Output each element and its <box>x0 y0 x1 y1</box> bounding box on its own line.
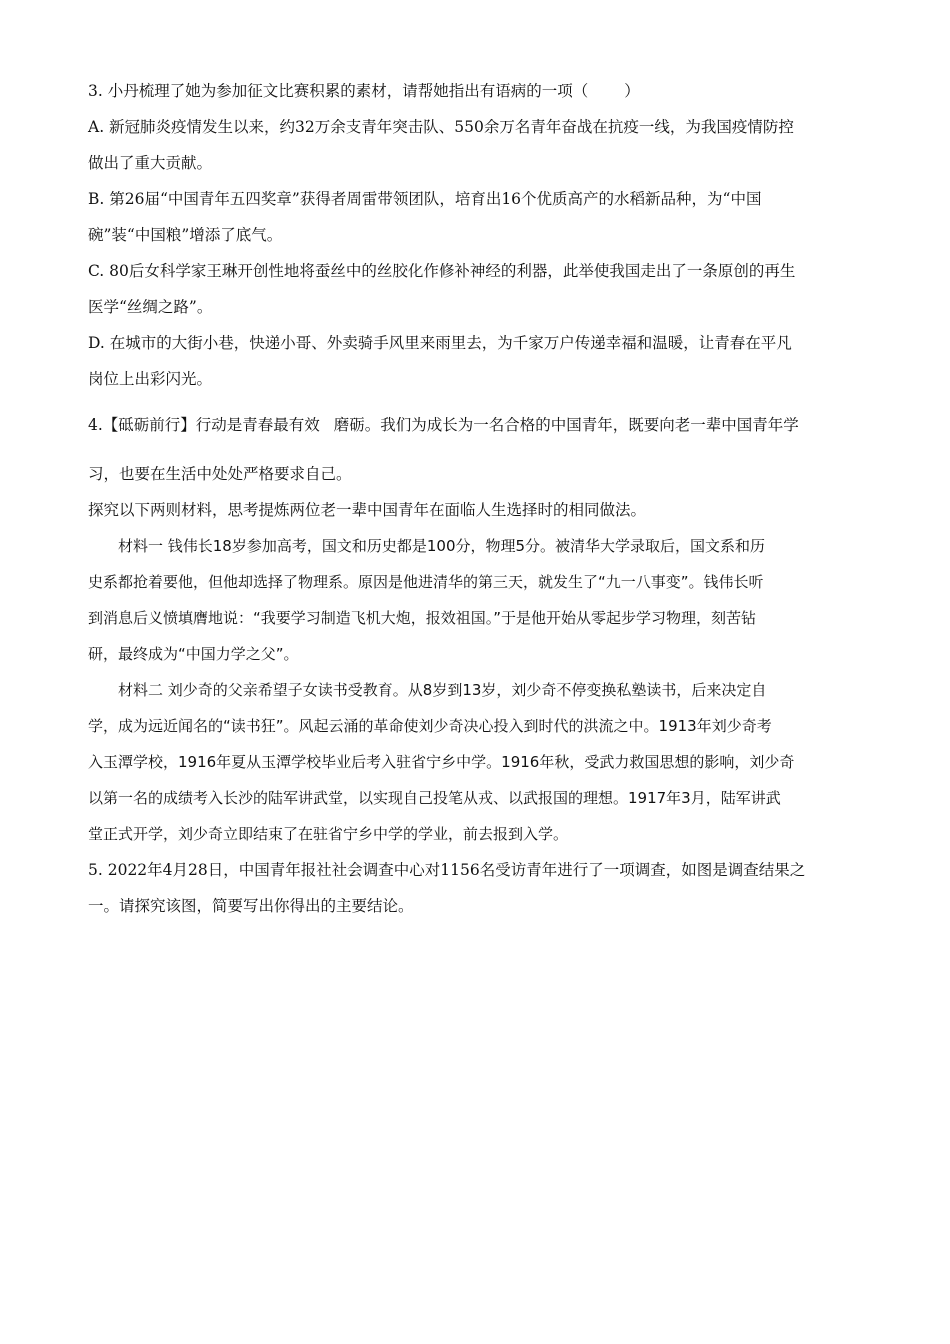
q3-stem-text: 3. 小丹梳理了她为参加征文比赛积累的素材，请帮她指出有语病的一项（ <box>88 82 589 100</box>
q3-option-c-line1: C. 80后女科学家王琳开创性地将蚕丝中的丝胶化作修补神经的利器，此举使我国走出了一条原创的再生 <box>88 262 796 280</box>
q4-material2-line2: 学，成为远近闻名的“读书狂”。风起云涌的革命使刘少奇决心投入到时代的洪流之中。1913年刘少奇考 <box>88 717 772 735</box>
q3-stem-close: ） <box>624 82 640 100</box>
q4-material1-line2: 史系都抢着要他，但他却选择了物理系。原因是他进清华的第三天，就发生了“九一八事变”。钱伟长听 <box>88 573 764 591</box>
q4-material2-line1: 材料二 刘少奇的父亲希望子女读书受教育。从8岁到13岁，刘少奇不停变换私塾读书，后来决定自 <box>118 681 767 699</box>
q4-stem-text-cont: 磨砺。我们为成长为一名合格的中国青年，既要向老一辈中国青年学 <box>333 416 799 434</box>
q4-material2-line5: 堂正式开学，刘少奇立即结束了在驻省宁乡中学的学业，前去报到入学。 <box>88 825 569 843</box>
q5-stem-line2: 一。请探究该图，简要写出你得出的主要结论。 <box>88 897 414 915</box>
q3-option-a-line2: 做出了重大贡献。 <box>88 154 213 172</box>
q4-stem-text: 4.【砥砺前行】行动是青春最有效 <box>88 416 320 434</box>
q5-stem-line1: 5. 2022年4月28日，中国青年报社社会调查中心对1156名受访青年进行了一项调查，如图是调查结果之 <box>88 861 806 879</box>
q3-option-c-line2: 医学“丝绸之路”。 <box>88 298 213 316</box>
q3-option-a-line1: A. 新冠肺炎疫情发生以来，约32万余支青年突击队、550余万名青年奋战在抗疫一线，为我国疫情防控 <box>88 118 794 136</box>
q3-option-d-line1: D. 在城市的大街小巷，快递小哥、外卖骑手风里来雨里去，为千家万户传递幸福和温暖，让青春在平凡 <box>88 334 792 352</box>
q4-material1-line3: 到消息后义愤填膺地说：“我要学习制造飞机大炮，报效祖国。”于是他开始从零起步学习物理，刻苦钻 <box>88 609 757 627</box>
q4-instruction: 探究以下两则材料，思考提炼两位老一辈中国青年在面临人生选择时的相同做法。 <box>88 501 647 519</box>
q4-material2-line4: 以第一名的成绩考入长沙的陆军讲武堂，以实现自己投笔从戎、以武报国的理想。1917年3月，陆军讲武 <box>88 789 781 807</box>
q3-option-b-line2: 碗”装“中国粮”增添了底气。 <box>88 226 283 244</box>
q3-option-b-line1: B. 第26届“中国青年五四奖章”获得者周雷带领团队，培育出16个优质高产的水稻新品种，为“中国 <box>88 190 762 208</box>
q4-material1-line4: 研，最终成为“中国力学之父”。 <box>88 645 299 663</box>
q4-stem-line1 <box>88 414 878 436</box>
q3-stem <box>88 80 878 102</box>
q4-material1-line1: 材料一 钱伟长18岁参加高考，国文和历史都是100分，物理5分。被清华大学录取后，国文系和历 <box>118 537 766 555</box>
q3-option-d-line2: 岗位上出彩闪光。 <box>88 370 213 388</box>
q4-material2-line3: 入玉潭学校，1916年夏从玉潭学校毕业后考入驻省宁乡中学。1916年秋，受武力救国思想的影响，刘少奇 <box>88 753 795 771</box>
q4-stem-line2: 习，也要在生活中处处严格要求自己。 <box>88 465 352 483</box>
